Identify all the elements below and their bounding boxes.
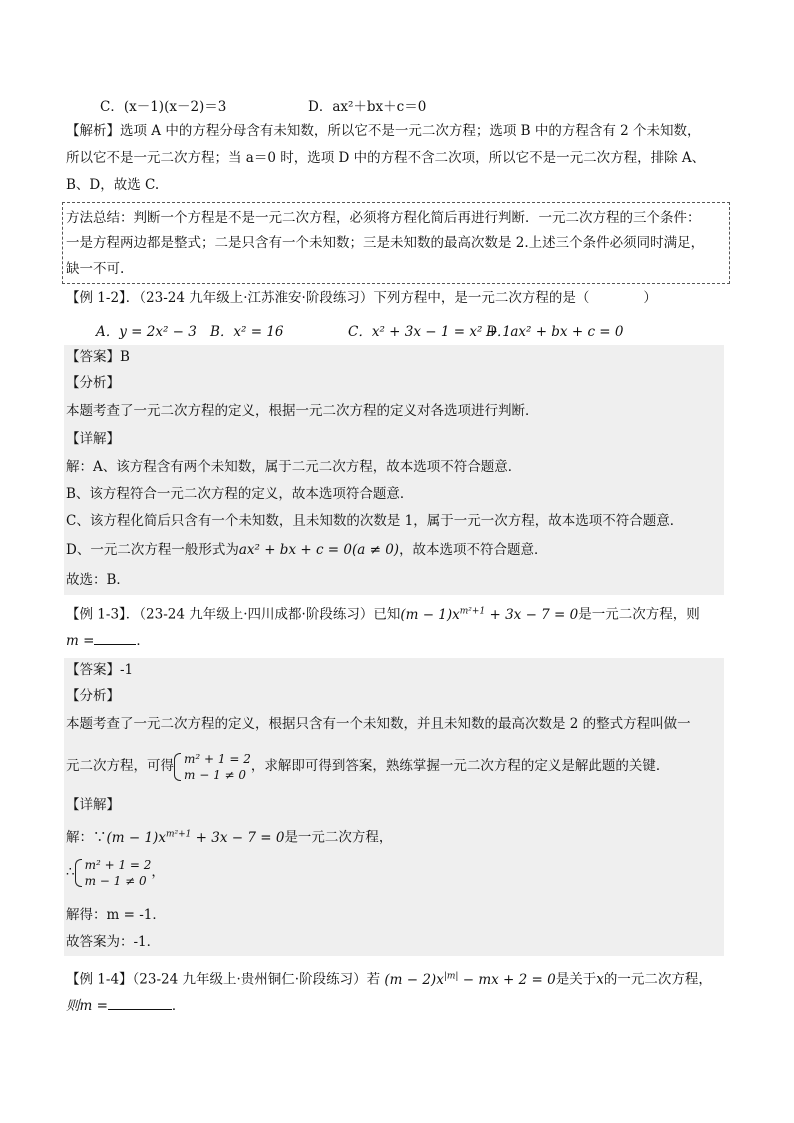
analysis-line-1: 本题考查了一元二次方程的定义，根据只含有一个未知数，并且未知数的最高次数是 2 的整式方程叫做一 — [66, 716, 691, 732]
detail-c: C、该方程化简后只含有一个未知数，且未知数的次数是 1，属于一元一次方程，故本选项不符合题意． — [66, 513, 684, 529]
option-a: A．y = 2x² − 3 — [96, 324, 197, 340]
summary-line-1: 方法总结：判断一个方程是不是一元二次方程，必须将方程化简后再进行判断．一元二次方程的三个条件： — [66, 210, 701, 226]
detail-line-1: 解：∵(m − $1)x^{m^2+1} + 3x - 7 = 0$是一元二次方程， — [66, 829, 393, 846]
equation-system: m² + 1 = 2 m − 1 ≠ 0 — [174, 751, 251, 783]
analysis-line-2: 所以它不是一元二次方程；当 a＝0 时，选项 D 中的方程不含二次项，所以它不是一元二次方程，排除 A、 — [66, 150, 706, 166]
analysis-line-1: 【解析】选项 A 中的方程分母含有未知数，所以它不是一元二次方程；选项 B 中的方程含有 2 个未知数， — [66, 123, 701, 139]
analysis-text: 本题考查了一元二次方程的定义，根据一元二次方程的定义对各选项进行判断． — [66, 403, 539, 419]
option-d: D．ax² + bx + c = 0 — [486, 324, 624, 340]
detail-b: B、该方程符合一元二次方程的定义，故本选项符合题意． — [66, 486, 414, 502]
detail-label: 【详解】 — [66, 431, 120, 447]
detail-system: ∴ m² + 1 = 2 m − 1 ≠ 0 ， — [66, 857, 165, 888]
example-1-2-question: 【例 1-2】．（23-24 九年级上·江苏淮安·阶段练习）下列方程中，是一元二次方程的是（ ） — [66, 290, 657, 306]
answer-label: 【答案】B — [66, 349, 130, 365]
example-1-4-line-2: 则m = ． — [66, 998, 186, 1014]
answer-label: 【答案】-1 — [66, 662, 134, 678]
option-d: D．ax²＋bx＋c＝0 — [308, 99, 427, 115]
conclusion: 故选：B． — [66, 572, 130, 588]
summary-line-3: 缺一不可. — [66, 261, 125, 277]
detail-d: D、一元二次方程一般形式为ax² + bx + c = 0(a ≠ 0)，故本选项不符合题意． — [66, 542, 548, 558]
equation-system: m² + 1 = 2 m − 1 ≠ 0 — [75, 857, 152, 889]
option-c: C．x² + 3x − 1 = x² + 1 — [348, 324, 511, 340]
example-1-3-line-2: m = ． — [66, 633, 150, 649]
summary-line-2: 一是方程两边都是整式；二是只含有一个未知数；三是未知数的最高次数是 2.上述三个条件必须同时满足， — [66, 235, 705, 251]
option-c: C．(x－1)(x－2)＝3 — [100, 99, 227, 115]
example-1-4-question: 【例 1-4】（23-24 九年级上·贵州铜仁·阶段练习）若 $(m - 2)x^{|m|}$ − mx + 2 = 0是关于x的一元二次方程， — [66, 971, 712, 988]
conclusion: 故答案为：-1． — [66, 934, 161, 950]
solution-line: 解得：m = -1． — [66, 907, 166, 923]
option-b: B．x² = 16 — [210, 324, 284, 340]
analysis-line-3: B、D，故选 C. — [66, 177, 160, 193]
detail-label: 【详解】 — [66, 797, 120, 813]
detail-a: 解：A、该方程含有两个未知数，属于二元二次方程，故本选项不符合题意． — [66, 459, 522, 475]
analysis-line-2: 元二次方程，可得 m² + 1 = 2 m − 1 ≠ 0 ，求解即可得到答案，熟练掌握一元二次方程的定义是解此题的关键． — [66, 751, 670, 782]
analysis-label: 【分析】 — [66, 688, 120, 704]
example-1-3-question: 【例 1-3】．（23-24 九年级上·四川成都·阶段练习）已知$(m - 1)x^{m^2+1} + 3x - 7 = 0$是一元二次方程，则 — [66, 606, 700, 623]
analysis-label: 【分析】 — [66, 375, 120, 391]
